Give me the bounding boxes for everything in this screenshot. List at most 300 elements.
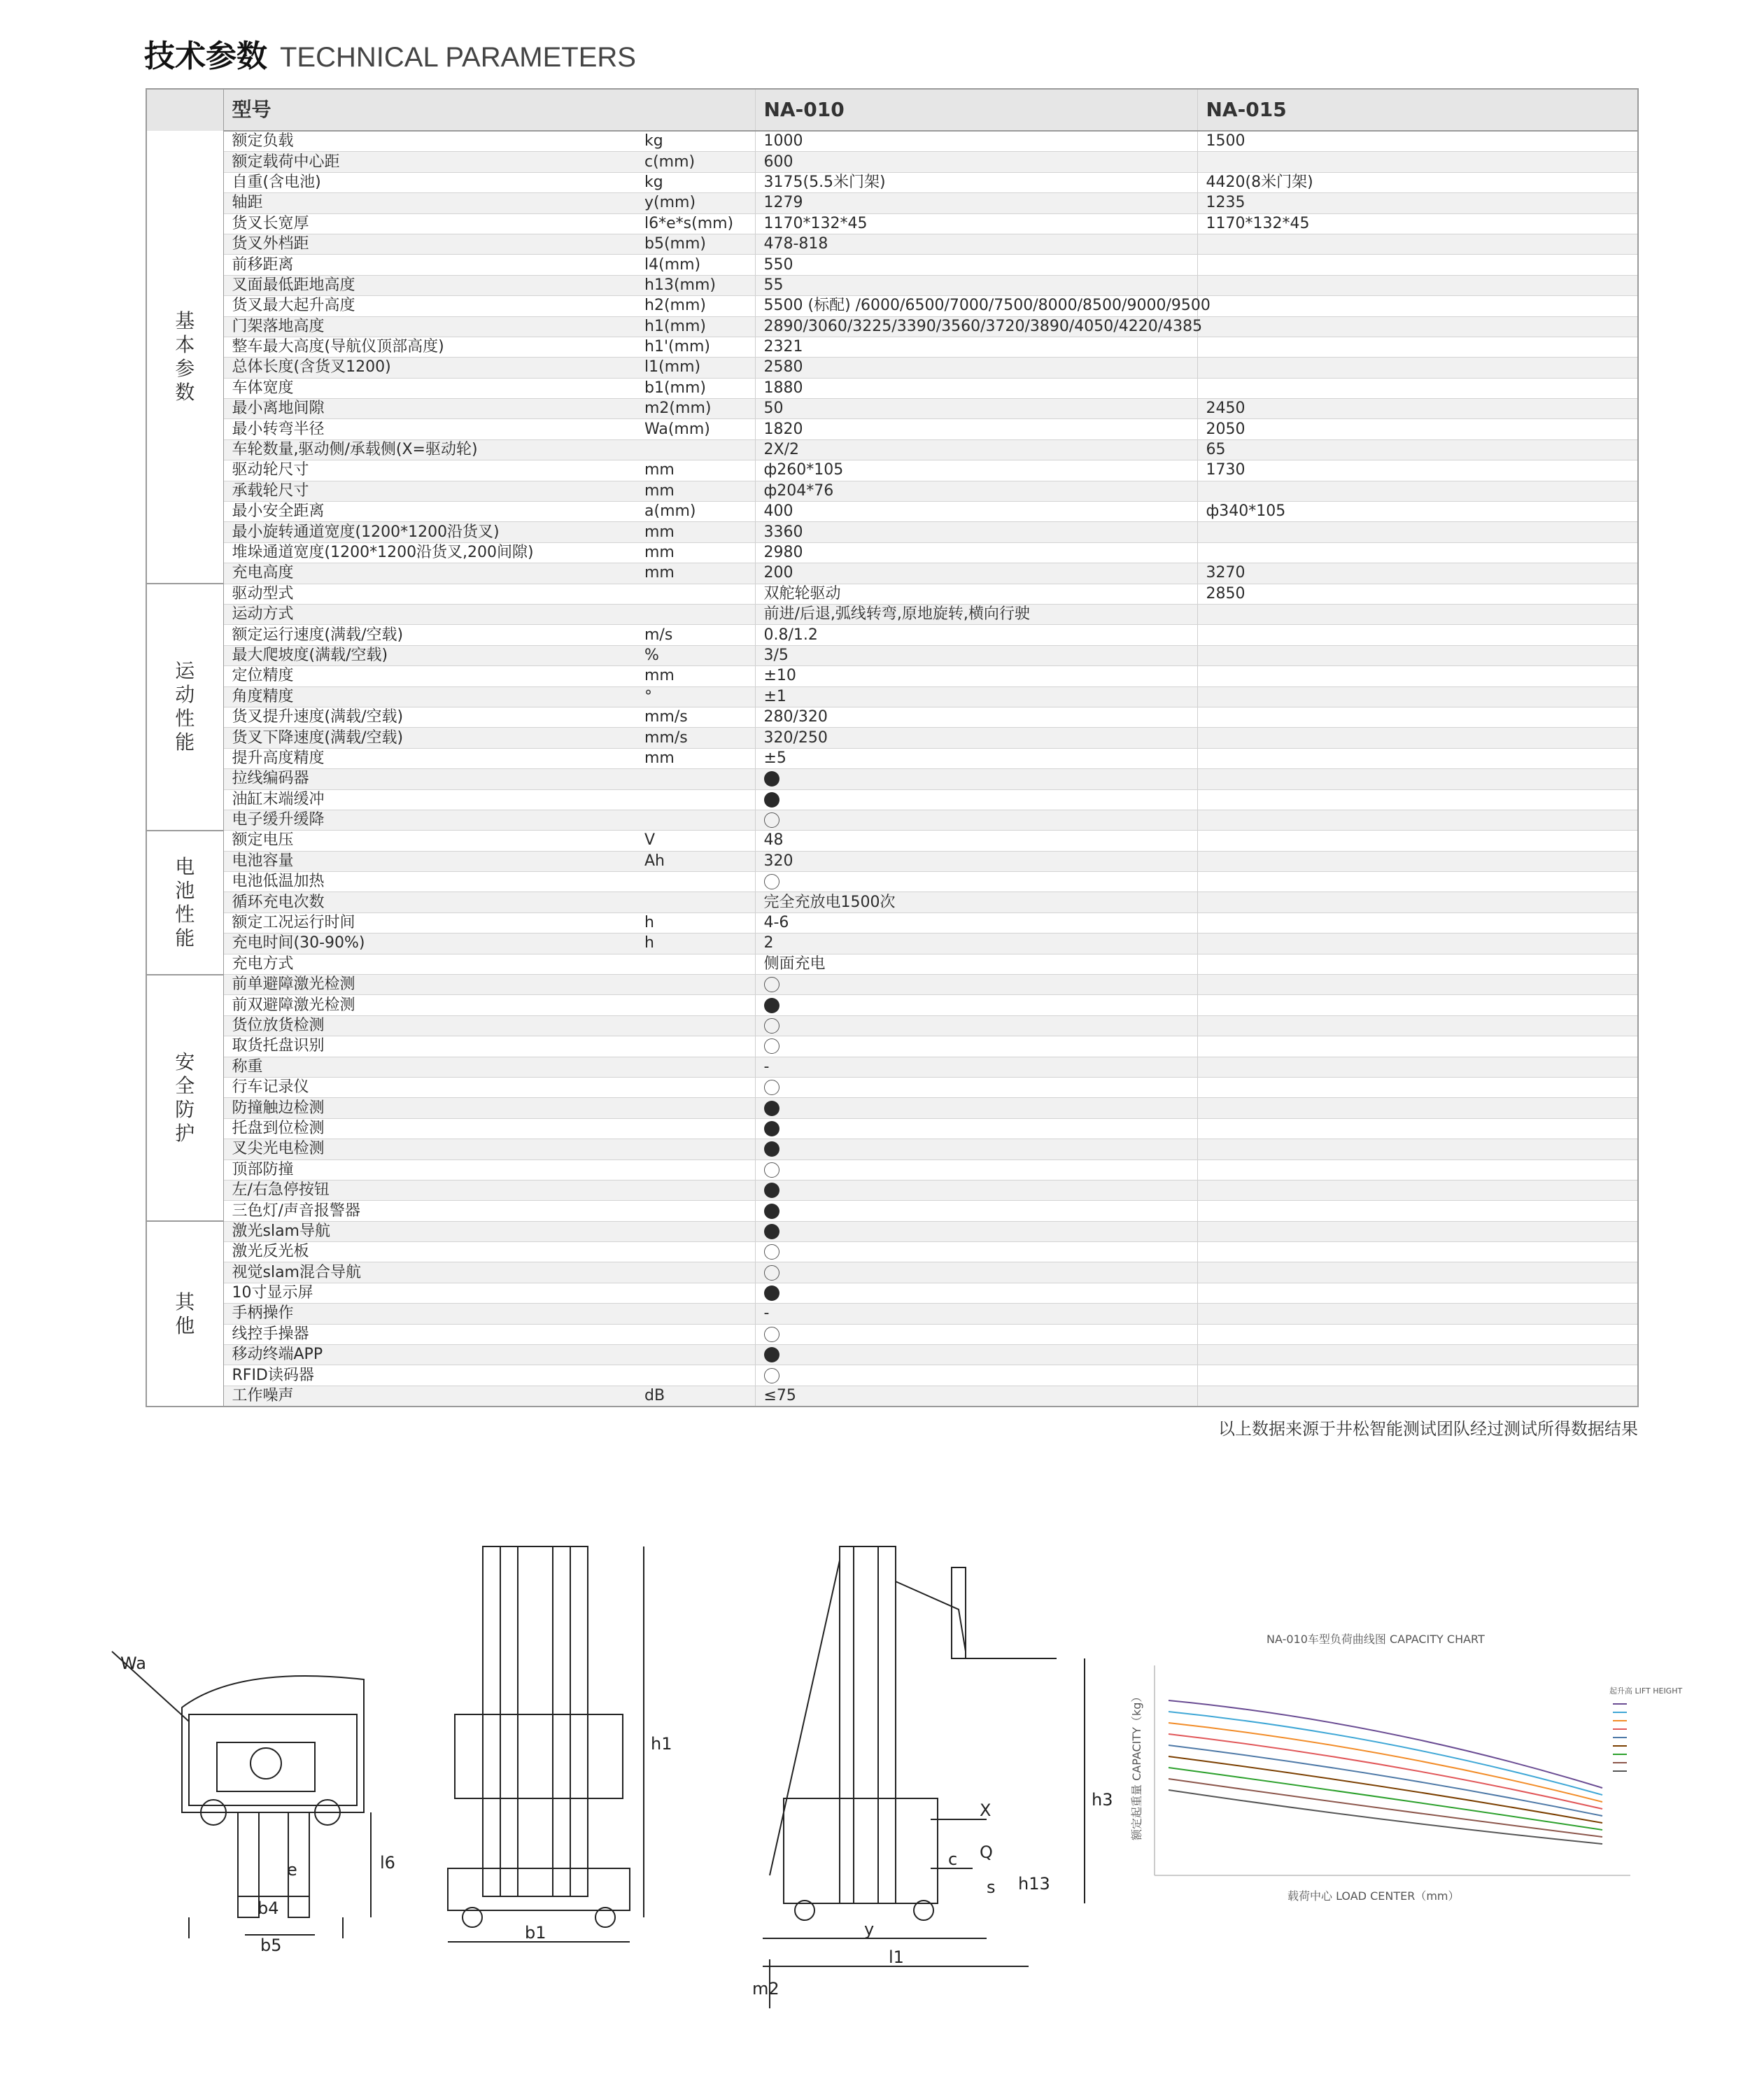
value-na015: 2050: [1197, 419, 1638, 439]
table-row: [146, 460, 1638, 481]
table-row: [146, 995, 1638, 1015]
value-na010: [755, 1262, 1197, 1283]
header-model-1: NA-010: [755, 89, 1197, 131]
value-na010: [755, 995, 1197, 1015]
table-row: [146, 645, 1638, 665]
table-row: [146, 1242, 1638, 1262]
value-na010: [755, 769, 1197, 789]
param-name: 充电高度: [223, 563, 636, 584]
capacity-chart-title: NA-010车型负荷曲线图 CAPACITY CHART: [1266, 1633, 1485, 1646]
table-row: [146, 358, 1638, 378]
value-na015: [1197, 1365, 1638, 1386]
param-unit: [636, 1262, 755, 1283]
value-na015: 2850: [1197, 584, 1638, 604]
value-na015: 65: [1197, 439, 1638, 460]
table-row: [146, 502, 1638, 522]
param-unit: mm: [636, 748, 755, 768]
value-na010: [755, 1015, 1197, 1036]
table-row: [146, 1057, 1638, 1077]
param-unit: Ah: [636, 851, 755, 871]
group-label: [146, 131, 223, 584]
value-na015: [1197, 1180, 1638, 1200]
param-name: 额定工况运行时间: [223, 912, 636, 933]
param-name: 三色灯/声音报警器: [223, 1201, 636, 1221]
standard-feature-icon: [764, 1285, 779, 1301]
param-unit: h2(mm): [636, 296, 755, 316]
param-name: 门架落地高度: [223, 316, 636, 337]
table-row: [146, 1180, 1638, 1200]
label-s: s: [987, 1877, 996, 1897]
param-unit: [636, 1160, 755, 1180]
table-row: [146, 255, 1638, 275]
group-label: [146, 831, 223, 975]
param-unit: [636, 954, 755, 974]
value-na015: [1197, 975, 1638, 995]
table-row: [146, 1304, 1638, 1324]
param-unit: kg: [636, 131, 755, 152]
param-unit: b1(mm): [636, 378, 755, 398]
table-row: [146, 625, 1638, 645]
param-name: 货叉提升速度(满载/空载): [223, 707, 636, 727]
table-row: [146, 131, 1638, 152]
value-na010: 1170*132*45: [755, 213, 1197, 234]
value-na010: [755, 1345, 1197, 1365]
table-row: [146, 1345, 1638, 1365]
value-na010: [755, 1139, 1197, 1160]
value-na010: 3360: [755, 522, 1197, 542]
value-na010: ±10: [755, 666, 1197, 686]
optional-feature-icon: [764, 1038, 779, 1054]
param-unit: %: [636, 645, 755, 665]
table-row: [146, 1283, 1638, 1303]
value-na015: [1197, 1098, 1638, 1118]
table-row: [146, 1077, 1638, 1097]
standard-feature-icon: [764, 1224, 779, 1239]
param-unit: [636, 789, 755, 810]
param-name: 驱动型式: [223, 584, 636, 604]
value-na015: [1197, 152, 1638, 172]
table-row: [146, 892, 1638, 912]
value-na015: [1197, 1201, 1638, 1221]
label-h1: h1: [651, 1734, 672, 1754]
param-unit: Wa(mm): [636, 419, 755, 439]
value-na010: 完全充放电1500次: [755, 892, 1197, 912]
table-row: [146, 1118, 1638, 1139]
param-name: 堆垛通道宽度(1200*1200沿货叉,200间隙): [223, 542, 636, 563]
value-na010: [755, 1221, 1197, 1241]
label-b5: b5: [260, 1936, 282, 1955]
value-na010: 3175(5.5米门架): [755, 172, 1197, 192]
value-na015: [1197, 481, 1638, 501]
value-na015: 2450: [1197, 399, 1638, 419]
value-na010: 2580: [755, 358, 1197, 378]
param-unit: [636, 1036, 755, 1057]
optional-feature-icon: [764, 1327, 779, 1342]
param-name: 叉面最低距地高度: [223, 275, 636, 295]
value-na010: [755, 1201, 1197, 1221]
value-na010: ф204*76: [755, 481, 1197, 501]
param-unit: c(mm): [636, 152, 755, 172]
value-na010: 600: [755, 152, 1197, 172]
value-na010: [755, 872, 1197, 892]
param-unit: [636, 995, 755, 1015]
value-na015: [1197, 378, 1638, 398]
value-na015: [1197, 1283, 1638, 1303]
value-na015: 1170*132*45: [1197, 213, 1638, 234]
value-na015: [1197, 625, 1638, 645]
value-na015: [1197, 892, 1638, 912]
value-na010: ±1: [755, 686, 1197, 707]
value-na015: [1197, 1118, 1638, 1139]
param-name: 手柄操作: [223, 1304, 636, 1324]
param-unit: [636, 1283, 755, 1303]
table-row: [146, 1201, 1638, 1221]
value-na015: [1197, 666, 1638, 686]
param-name: 货位放货检测: [223, 1015, 636, 1036]
capacity-chart-xlabel: 载荷中心 LOAD CENTER（mm）: [1287, 1889, 1460, 1903]
param-name: 叉尖光电检测: [223, 1139, 636, 1160]
table-row: [146, 1139, 1638, 1160]
param-unit: mm: [636, 666, 755, 686]
param-name: 最小安全距离: [223, 502, 636, 522]
value-na015: [1197, 604, 1638, 624]
label-h3: h3: [1092, 1790, 1113, 1810]
table-row: [146, 851, 1638, 871]
label-c: c: [948, 1849, 958, 1869]
value-na010: [755, 1118, 1197, 1139]
value-na010: 2980: [755, 542, 1197, 563]
param-name: 货叉长宽厚: [223, 213, 636, 234]
label-b1: b1: [525, 1923, 546, 1943]
value-na010: [755, 1077, 1197, 1097]
param-name: 货叉下降速度(满载/空载): [223, 728, 636, 748]
param-name: 油缸末端缓冲: [223, 789, 636, 810]
value-na010: [755, 810, 1197, 830]
value-na010: [755, 1324, 1197, 1344]
value-na015: [1197, 1221, 1638, 1241]
param-name: 角度精度: [223, 686, 636, 707]
table-row: [146, 831, 1638, 851]
table-row: [146, 152, 1638, 172]
table-row: [146, 748, 1638, 768]
group-label-text: 电池性能: [175, 854, 195, 950]
header-model-2: NA-015: [1197, 89, 1638, 131]
group-label-text: 安全防护: [175, 1050, 195, 1145]
value-na010: [755, 1283, 1197, 1303]
param-unit: [636, 604, 755, 624]
optional-feature-icon: [764, 1018, 779, 1034]
table-row: [146, 728, 1638, 748]
param-unit: [636, 872, 755, 892]
value-na015: 1730: [1197, 460, 1638, 481]
value-na010: 1820: [755, 419, 1197, 439]
standard-feature-icon: [764, 792, 779, 808]
param-unit: °: [636, 686, 755, 707]
value-na010: 55: [755, 275, 1197, 295]
param-unit: dB: [636, 1386, 755, 1407]
value-na015: [1197, 1324, 1638, 1344]
param-name: 最小转弯半径: [223, 419, 636, 439]
param-name: 定位精度: [223, 666, 636, 686]
value-na010: 3/5: [755, 645, 1197, 665]
optional-feature-icon: [764, 812, 779, 828]
param-name: 前移距离: [223, 255, 636, 275]
param-unit: y(mm): [636, 193, 755, 213]
value-na010: 双舵轮驱动: [755, 584, 1197, 604]
param-name: 线控手操器: [223, 1324, 636, 1344]
table-row: [146, 234, 1638, 254]
group-header-cell: [146, 89, 223, 131]
capacity-curve: [1169, 1756, 1602, 1823]
param-unit: a(mm): [636, 502, 755, 522]
value-na015: ф340*105: [1197, 502, 1638, 522]
param-unit: h: [636, 933, 755, 954]
label-b4: b4: [257, 1898, 279, 1918]
table-row: [146, 296, 1638, 316]
value-na010: 1279: [755, 193, 1197, 213]
param-name: 提升高度精度: [223, 748, 636, 768]
param-unit: h13(mm): [636, 275, 755, 295]
param-unit: V: [636, 831, 755, 851]
optional-feature-icon: [764, 1265, 779, 1281]
value-na015: [1197, 542, 1638, 563]
value-na010: [755, 1365, 1197, 1386]
param-unit: [636, 1118, 755, 1139]
table-row: [146, 1015, 1638, 1036]
param-unit: [636, 810, 755, 830]
value-na015: [1197, 748, 1638, 768]
value-na010: [755, 975, 1197, 995]
param-unit: kg: [636, 172, 755, 192]
table-row: [146, 872, 1638, 892]
value-na010: [755, 1036, 1197, 1057]
param-name: 前单避障激光检测: [223, 975, 636, 995]
param-unit: mm/s: [636, 728, 755, 748]
param-name: 激光反光板: [223, 1242, 636, 1262]
param-unit: [636, 584, 755, 604]
param-unit: [636, 1180, 755, 1200]
group-label-text: 其他: [175, 1290, 195, 1337]
value-na010: ≤75: [755, 1386, 1197, 1407]
table-row: [146, 1324, 1638, 1344]
group-label-text: 运动性能: [175, 659, 195, 754]
table-row: [146, 378, 1638, 398]
capacity-chart-ylabel: 额定起重量 CAPACITY（kg）: [1130, 1691, 1143, 1840]
value-na010: 320/250: [755, 728, 1197, 748]
capacity-legend-title: 起升高 LIFT HEIGHT: [1609, 1686, 1683, 1696]
param-name: 最大爬坡度(满载/空载): [223, 645, 636, 665]
value-na015: [1197, 337, 1638, 357]
capacity-curve: [1169, 1723, 1602, 1802]
value-na015: 3270: [1197, 563, 1638, 584]
param-name: 车体宽度: [223, 378, 636, 398]
header-model-label: 型号: [223, 89, 636, 131]
value-na015: [1197, 707, 1638, 727]
param-unit: m/s: [636, 625, 755, 645]
param-unit: l6*e*s(mm): [636, 213, 755, 234]
param-name: 顶部防撞: [223, 1160, 636, 1180]
table-row: [146, 337, 1638, 357]
label-m2: m2: [752, 1979, 779, 1999]
table-row: [146, 172, 1638, 192]
value-na015: [1197, 358, 1638, 378]
param-unit: [636, 1077, 755, 1097]
side-view-drawing: [749, 1539, 1141, 2015]
param-name: 取货托盘识别: [223, 1036, 636, 1057]
param-unit: l4(mm): [636, 255, 755, 275]
value-na015: [1197, 1262, 1638, 1283]
value-na015: [1197, 789, 1638, 810]
table-row: [146, 1036, 1638, 1057]
param-name: 防撞触边检测: [223, 1098, 636, 1118]
value-na015: [1197, 296, 1638, 316]
value-na015: [1197, 686, 1638, 707]
table-row: [146, 1160, 1638, 1180]
label-y: y: [864, 1919, 875, 1939]
param-unit: [636, 1345, 755, 1365]
table-row: [146, 1262, 1638, 1283]
table-row: [146, 769, 1638, 789]
value-na010: 400: [755, 502, 1197, 522]
value-na015: [1197, 872, 1638, 892]
value-na010: 280/320: [755, 707, 1197, 727]
param-unit: mm: [636, 460, 755, 481]
table-row: [146, 522, 1638, 542]
table-row: [146, 481, 1638, 501]
param-unit: [636, 975, 755, 995]
page-heading: [144, 31, 636, 73]
header-unit: [636, 89, 755, 131]
table-row: [146, 604, 1638, 624]
param-unit: [636, 1201, 755, 1221]
param-name: 最小旋转通道宽度(1200*1200沿货叉): [223, 522, 636, 542]
param-name: 移动终端APP: [223, 1345, 636, 1365]
table-row: [146, 933, 1638, 954]
param-name: 电池容量: [223, 851, 636, 871]
heading-en: TECHNICAL PARAMETERS: [280, 42, 636, 73]
table-row: [146, 1365, 1638, 1386]
value-na010: 1880: [755, 378, 1197, 398]
param-name: 拉线编码器: [223, 769, 636, 789]
value-na015: [1197, 1242, 1638, 1262]
value-na015: [1197, 1304, 1638, 1324]
param-unit: b5(mm): [636, 234, 755, 254]
param-name: 承载轮尺寸: [223, 481, 636, 501]
table-row: [146, 707, 1638, 727]
value-na010: [755, 789, 1197, 810]
value-na015: [1197, 728, 1638, 748]
label-h13: h13: [1018, 1874, 1050, 1894]
label-l1: l1: [889, 1947, 904, 1967]
value-na010: 2321: [755, 337, 1197, 357]
value-na015: [1197, 933, 1638, 954]
value-na010: 2X/2: [755, 439, 1197, 460]
param-unit: [636, 1324, 755, 1344]
value-na010: ф260*105: [755, 460, 1197, 481]
standard-feature-icon: [764, 1183, 779, 1198]
front-view-drawing: [434, 1539, 700, 1959]
table-row: [146, 439, 1638, 460]
param-name: 轴距: [223, 193, 636, 213]
value-na015: [1197, 1057, 1638, 1077]
value-na010: 50: [755, 399, 1197, 419]
label-wa: Wa: [120, 1654, 146, 1673]
value-na015: [1197, 316, 1638, 337]
param-name: 总体长度(含货叉1200): [223, 358, 636, 378]
param-name: 整车最大高度(导航仪顶部高度): [223, 337, 636, 357]
table-row: [146, 399, 1638, 419]
value-na015: [1197, 645, 1638, 665]
value-na015: [1197, 912, 1638, 933]
param-unit: m2(mm): [636, 399, 755, 419]
param-unit: [636, 1221, 755, 1241]
param-name: 货叉最大起升高度: [223, 296, 636, 316]
param-unit: mm: [636, 481, 755, 501]
optional-feature-icon: [764, 977, 779, 992]
value-na015: [1197, 1077, 1638, 1097]
value-na010: -: [755, 1057, 1197, 1077]
table-row: [146, 810, 1638, 830]
value-na010: 0.8/1.2: [755, 625, 1197, 645]
table-row: [146, 213, 1638, 234]
value-na010: 48: [755, 831, 1197, 851]
param-unit: [636, 1365, 755, 1386]
standard-feature-icon: [764, 1101, 779, 1116]
param-name: 托盘到位检测: [223, 1118, 636, 1139]
value-na015: [1197, 831, 1638, 851]
standard-feature-icon: [764, 1204, 779, 1219]
param-name: 激光slam导航: [223, 1221, 636, 1241]
table-row: [146, 584, 1638, 604]
param-name: 循环充电次数: [223, 892, 636, 912]
value-na015: [1197, 522, 1638, 542]
param-unit: [636, 1304, 755, 1324]
value-na015: [1197, 234, 1638, 254]
value-na015: [1197, 275, 1638, 295]
table-row: [146, 316, 1638, 337]
value-na015: 4420(8米门架): [1197, 172, 1638, 192]
param-name: 称重: [223, 1057, 636, 1077]
value-na015: [1197, 769, 1638, 789]
value-na010: 4-6: [755, 912, 1197, 933]
param-name: 左/右急停按钮: [223, 1180, 636, 1200]
value-na010: 320: [755, 851, 1197, 871]
standard-feature-icon: [764, 998, 779, 1013]
param-name: 行车记录仪: [223, 1077, 636, 1097]
table-row: [146, 975, 1638, 995]
param-name: 车轮数量,驱动侧/承载侧(X=驱动轮): [223, 439, 636, 460]
param-unit: h1'(mm): [636, 337, 755, 357]
value-na010: [755, 1180, 1197, 1200]
value-na015: [1197, 1139, 1638, 1160]
param-unit: mm: [636, 563, 755, 584]
value-na015: [1197, 1015, 1638, 1036]
table-header-row: [146, 89, 1638, 131]
value-na015: [1197, 1160, 1638, 1180]
param-name: 额定电压: [223, 831, 636, 851]
value-na010: 478-818: [755, 234, 1197, 254]
value-na015: [1197, 810, 1638, 830]
param-unit: [636, 1139, 755, 1160]
value-na015: [1197, 255, 1638, 275]
standard-feature-icon: [764, 1121, 779, 1136]
table-row: [146, 275, 1638, 295]
label-l6: l6: [380, 1853, 395, 1873]
table-row: [146, 542, 1638, 563]
value-na010: -: [755, 1304, 1197, 1324]
param-name: 充电方式: [223, 954, 636, 974]
param-unit: [636, 439, 755, 460]
